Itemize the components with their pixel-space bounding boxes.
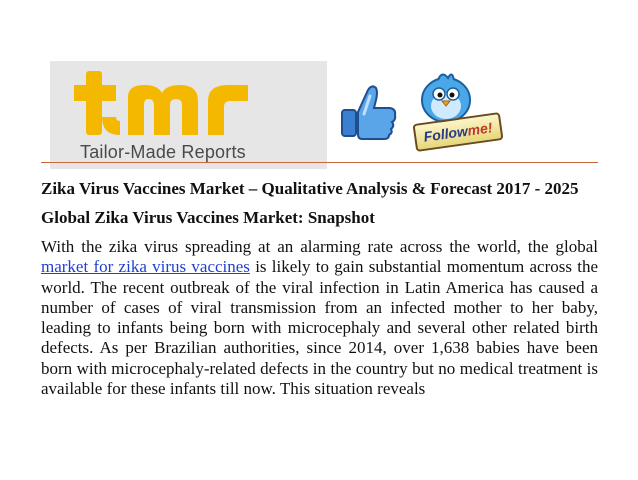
thumbs-up-icon — [338, 82, 400, 144]
header-divider — [41, 162, 598, 163]
follow-me-label: me! — [466, 119, 494, 139]
logo-tagline: Tailor-Made Reports — [80, 142, 246, 162]
body-text-before-link: With the zika virus spreading at an alarming rate across the world, the global — [41, 237, 598, 256]
body-text-after-link: is likely to gain substantial momentum across the world. The recent outbreak of the viral infection in Latin America has caused a number of cases of viral transmission from an infected mother to her baby, leading to infants being born with microcephaly and several other related birth defects. As per Brazilian authorities, since 2014, over 1,638 babies have been born with microcephaly-related defects in the country but no medical treatment is available for these infants till now. This situation reveals — [41, 257, 598, 399]
market-link[interactable]: market for zika virus vaccines — [41, 257, 250, 277]
follow-label: Follow — [422, 122, 469, 145]
article-content — [41, 178, 598, 399]
article-body — [41, 237, 598, 399]
company-logo — [50, 61, 327, 169]
article-title: Zika Virus Vaccines Market – Qualitative Analysis & Forecast 2017 - 2025 — [41, 179, 579, 198]
article-subtitle: Global Zika Virus Vaccines Market: Snapshot — [41, 208, 375, 227]
